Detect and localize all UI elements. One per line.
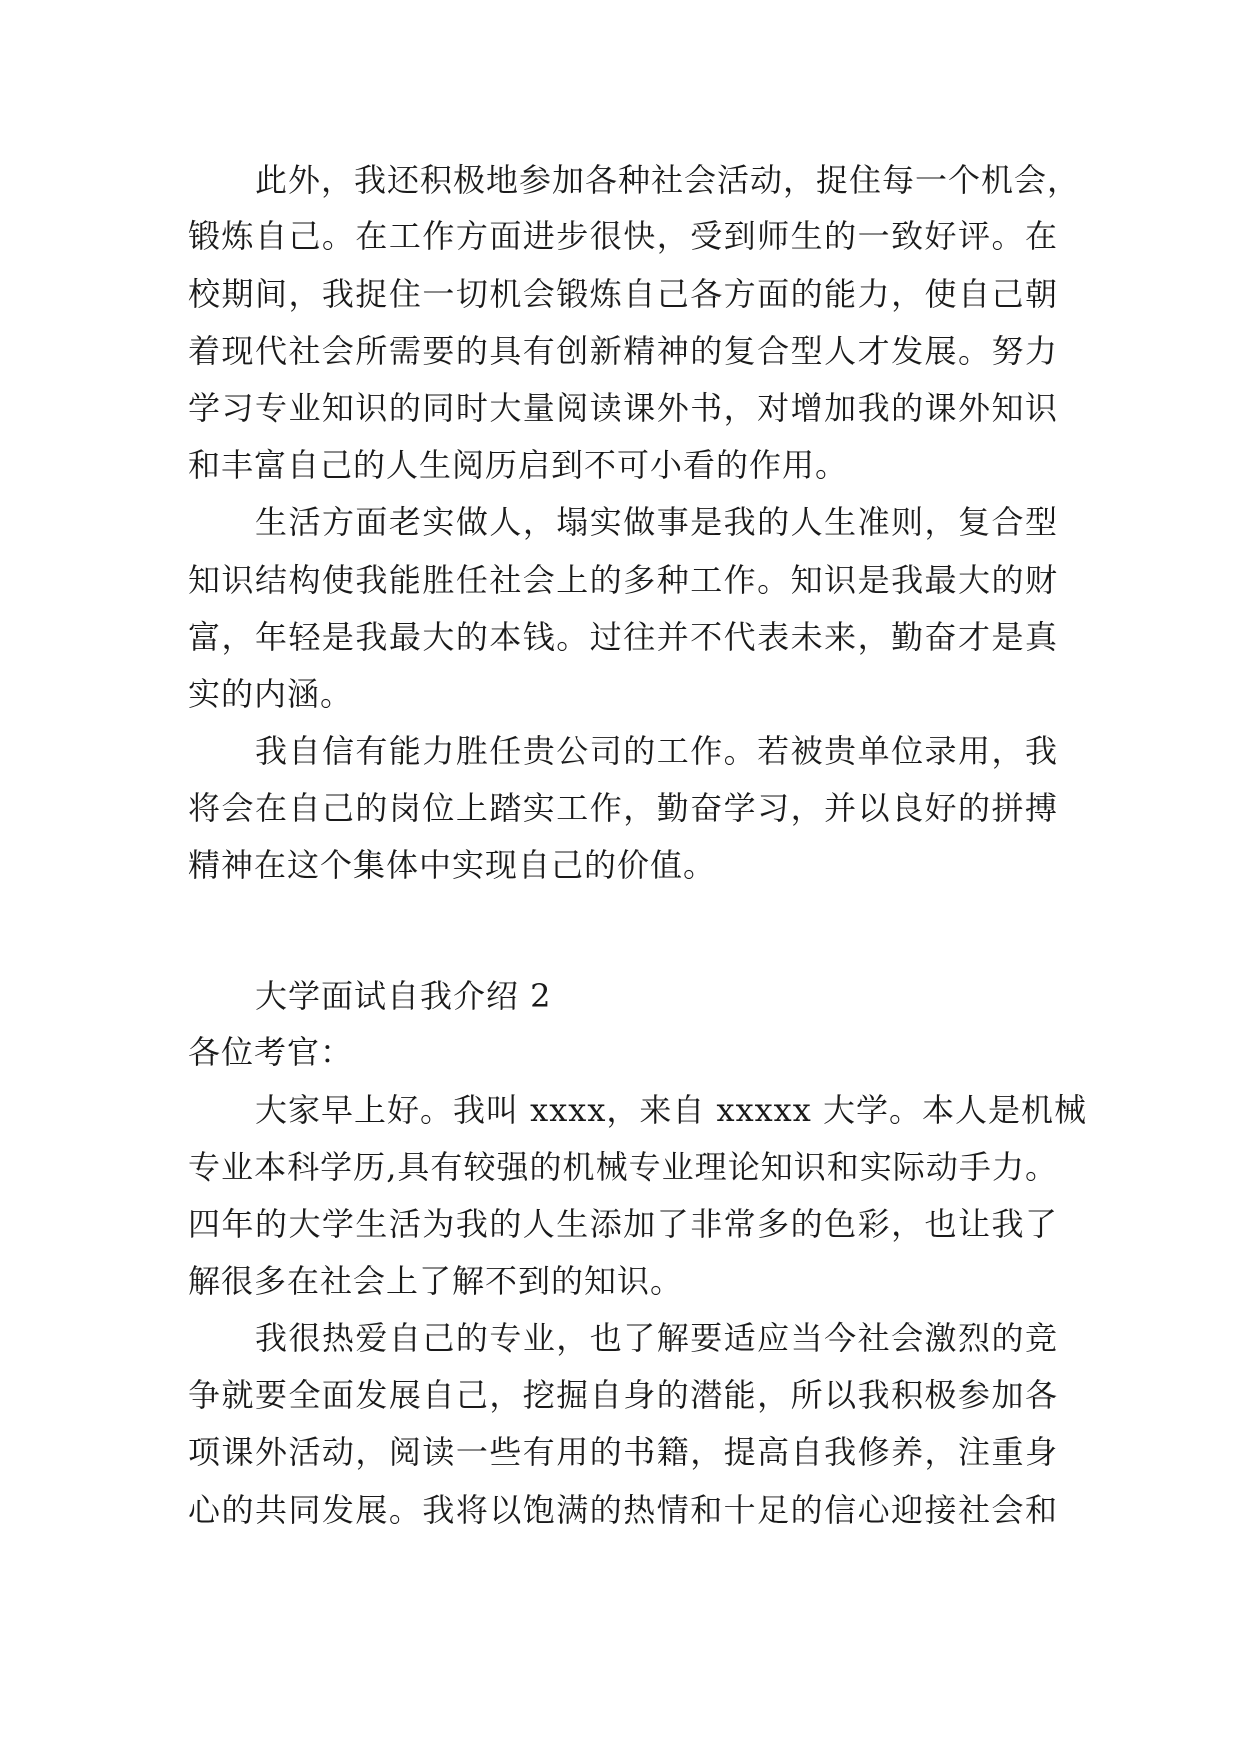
salutation: 各位考官： [188,1033,354,1071]
paragraph-line: 大家早上好。我叫 xxxx，来自 xxxxx 大学。本人是机械 [255,1091,1087,1129]
paragraph-line: 心的共同发展。我将以饱满的热情和十足的信心迎接社会和 [188,1491,1058,1529]
paragraph-line: 争就要全面发展自己，挖掘自身的潜能，所以我积极参加各 [188,1376,1058,1414]
paragraph-line: 项课外活动，阅读一些有用的书籍，提高自我修养，注重身 [188,1433,1058,1471]
paragraph-line: 和丰富自己的人生阅历启到不可小看的作用。 [188,446,849,484]
paragraph-line: 富，年轻是我最大的本钱。过往并不代表未来，勤奋才是真 [188,618,1058,656]
paragraph-line: 四年的大学生活为我的人生添加了非常多的色彩，也让我了 [188,1205,1058,1243]
paragraph-line: 实的内涵。 [188,675,354,713]
paragraph-line: 校期间，我捉住一切机会锻炼自己各方面的能力，使自己朝 [188,275,1058,313]
paragraph-line: 解很多在社会上了解不到的知识。 [188,1262,684,1300]
paragraph-line: 将会在自己的岗位上踏实工作，勤奋学习，并以良好的拼搏 [188,789,1058,827]
paragraph-line: 我很热爱自己的专业，也了解要适应当今社会激烈的竞 [255,1319,1058,1357]
paragraph-line: 知识结构使我能胜任社会上的多种工作。知识是我最大的财 [188,561,1058,599]
section-title: 大学面试自我介绍 2 [255,977,552,1015]
paragraph-line: 学习专业知识的同时大量阅读课外书，对增加我的课外知识 [188,389,1058,427]
paragraph-line: 着现代社会所需要的具有创新精神的复合型人才发展。努力 [188,332,1058,370]
paragraph-line: 生活方面老实做人，塌实做事是我的人生准则，复合型 [255,503,1058,541]
paragraph-line: 精神在这个集体中实现自己的价值。 [188,846,717,884]
paragraph-line: 锻炼自己。在工作方面进步很快，受到师生的一致好评。在 [188,217,1058,255]
paragraph-line: 我自信有能力胜任贵公司的工作。若被贵单位录用，我 [255,732,1058,770]
paragraph-line: 此外，我还积极地参加各种社会活动，捉住每一个机会， [255,161,1081,199]
paragraph-line: 专业本科学历,具有较强的机械专业理论知识和实际动手力。 [188,1148,1058,1186]
